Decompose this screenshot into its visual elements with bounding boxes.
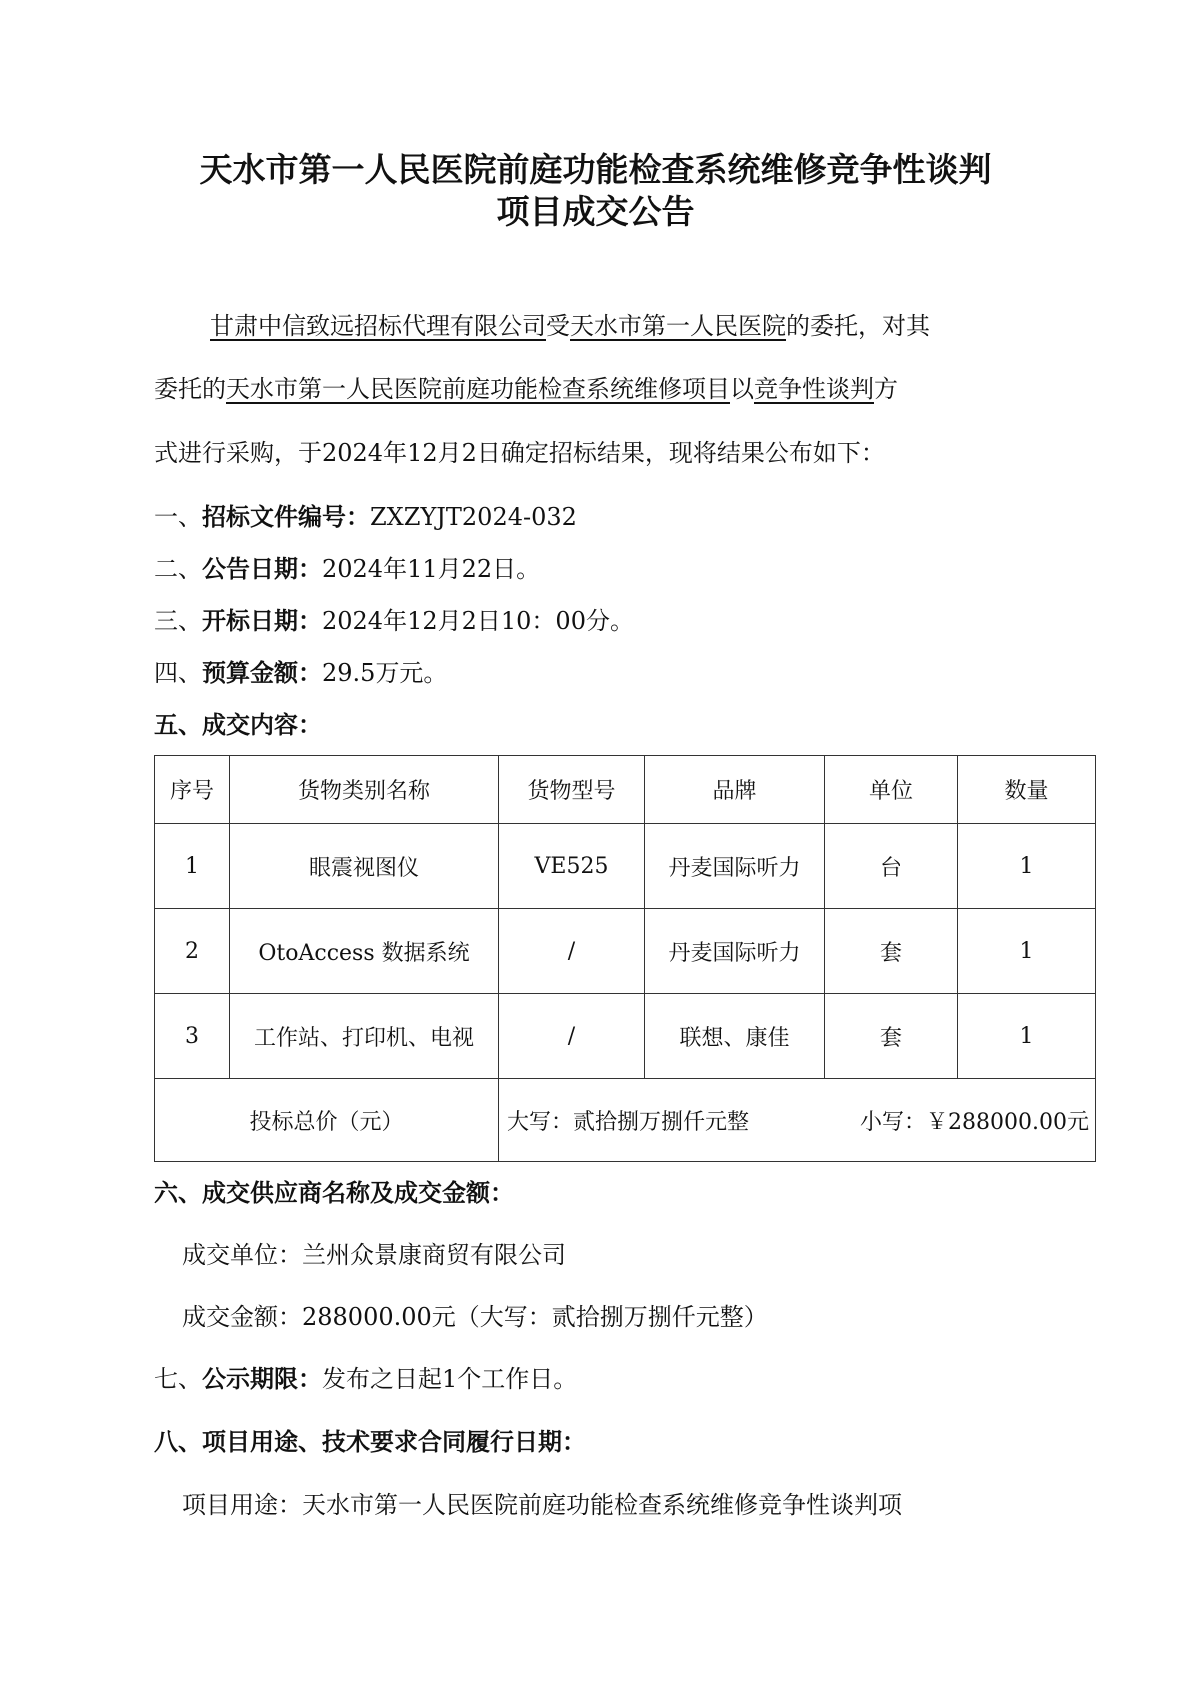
project-name: 天水市第一人民医院前庭功能检查系统维修项目 [226, 375, 730, 403]
intro-line-2 [154, 372, 898, 406]
intro-text: 的委托，对其 [786, 312, 930, 340]
table-row [155, 994, 1096, 1079]
table-header: 序号 [155, 756, 230, 824]
total-label: 投标总价（元） [155, 1079, 499, 1162]
table-cell: / [499, 994, 645, 1079]
section-label: 成交内容： [202, 711, 322, 739]
title-line-2: 项目成交公告 [496, 192, 695, 231]
project-usage: 项目用途：天水市第一人民医院前庭功能检查系统维修竞争性谈判项 [182, 1491, 902, 1519]
table-header: 品牌 [645, 756, 825, 824]
table-cell: 套 [825, 909, 958, 994]
table-header: 单位 [825, 756, 958, 824]
section-7 [154, 1362, 577, 1396]
table-cell: 1 [958, 824, 1096, 909]
section-label: 预算金额： [202, 659, 322, 687]
table-cell: VE525 [499, 824, 645, 909]
table-cell: 眼震视图仪 [230, 824, 499, 909]
section-label: 公示期限： [202, 1365, 322, 1393]
table-row [155, 909, 1096, 994]
table-cell: / [499, 909, 645, 994]
budget-amount: 29.5万元。 [322, 659, 448, 687]
deal-amount: 成交金额：288000.00元（大写：贰拾捌万捌仟元整） [182, 1303, 768, 1331]
table-cell: 1 [958, 994, 1096, 1079]
table-cell: 3 [155, 994, 230, 1079]
table-cell: OtoAccess 数据系统 [230, 909, 499, 994]
intro-line-1 [210, 309, 930, 343]
table-cell: 丹麦国际听力 [645, 909, 825, 994]
section-number: 二、 [154, 555, 202, 583]
supplier-name: 成交单位：兰州众景康商贸有限公司 [182, 1241, 566, 1269]
table-header: 货物型号 [499, 756, 645, 824]
section-4 [154, 656, 447, 690]
announcement-date: 2024年11月22日。 [322, 555, 541, 583]
intro-text: 以 [730, 375, 754, 403]
intro-text: 委托的 [154, 375, 226, 403]
procurement-method: 竞争性谈判 [754, 375, 874, 403]
table-header: 数量 [958, 756, 1096, 824]
intro-text: 受 [546, 312, 570, 340]
section-number: 一、 [154, 503, 202, 531]
section-number: 七、 [154, 1365, 202, 1393]
publicity-period: 发布之日起1个工作日。 [322, 1365, 578, 1393]
title-line-1: 天水市第一人民医院前庭功能检查系统维修竞争性谈判 [199, 150, 992, 189]
table-cell: 联想、康佳 [645, 994, 825, 1079]
section-label: 项目用途、技术要求合同履行日期： [202, 1428, 586, 1456]
table-cell: 2 [155, 909, 230, 994]
intro-line-3: 式进行采购，于2024年12月2日确定招标结果，现将结果公布如下： [154, 439, 885, 467]
section-number: 八、 [154, 1428, 202, 1456]
table-cell: 丹麦国际听力 [645, 824, 825, 909]
section-5 [154, 708, 322, 742]
table-cell: 工作站、打印机、电视 [230, 994, 499, 1079]
table-row [155, 824, 1096, 909]
total-amount-cell [499, 1079, 1096, 1162]
table-cell: 1 [958, 909, 1096, 994]
table-cell: 台 [825, 824, 958, 909]
section-label: 公告日期： [202, 555, 322, 583]
section-8 [154, 1425, 586, 1459]
section-3 [154, 604, 634, 638]
section-6 [154, 1176, 514, 1210]
intro-text: 方 [874, 375, 898, 403]
section-2 [154, 552, 540, 586]
section-1 [154, 500, 577, 534]
table-total-row [155, 1079, 1096, 1162]
section-number: 五、 [154, 711, 202, 739]
client-name: 天水市第一人民医院 [570, 312, 786, 340]
bid-opening-date: 2024年12月2日10：00分。 [322, 607, 634, 635]
table-cell: 1 [155, 824, 230, 909]
table-cell: 套 [825, 994, 958, 1079]
section-label: 成交供应商名称及成交金额： [202, 1179, 514, 1207]
agency-name: 甘肃中信致远招标代理有限公司 [210, 312, 546, 340]
goods-table [154, 755, 1096, 1162]
tender-file-number: ZXZYJT2024-032 [370, 503, 577, 531]
section-number: 四、 [154, 659, 202, 687]
section-number: 六、 [154, 1179, 202, 1207]
section-label: 开标日期： [202, 607, 322, 635]
table-header: 货物类别名称 [230, 756, 499, 824]
section-number: 三、 [154, 607, 202, 635]
total-upper: 大写：贰拾捌万捌仟元整 [507, 1109, 750, 1135]
table-header-row [155, 756, 1096, 824]
total-lower: 小写：￥288000.00元 [860, 1109, 1089, 1135]
section-label: 招标文件编号： [202, 503, 370, 531]
